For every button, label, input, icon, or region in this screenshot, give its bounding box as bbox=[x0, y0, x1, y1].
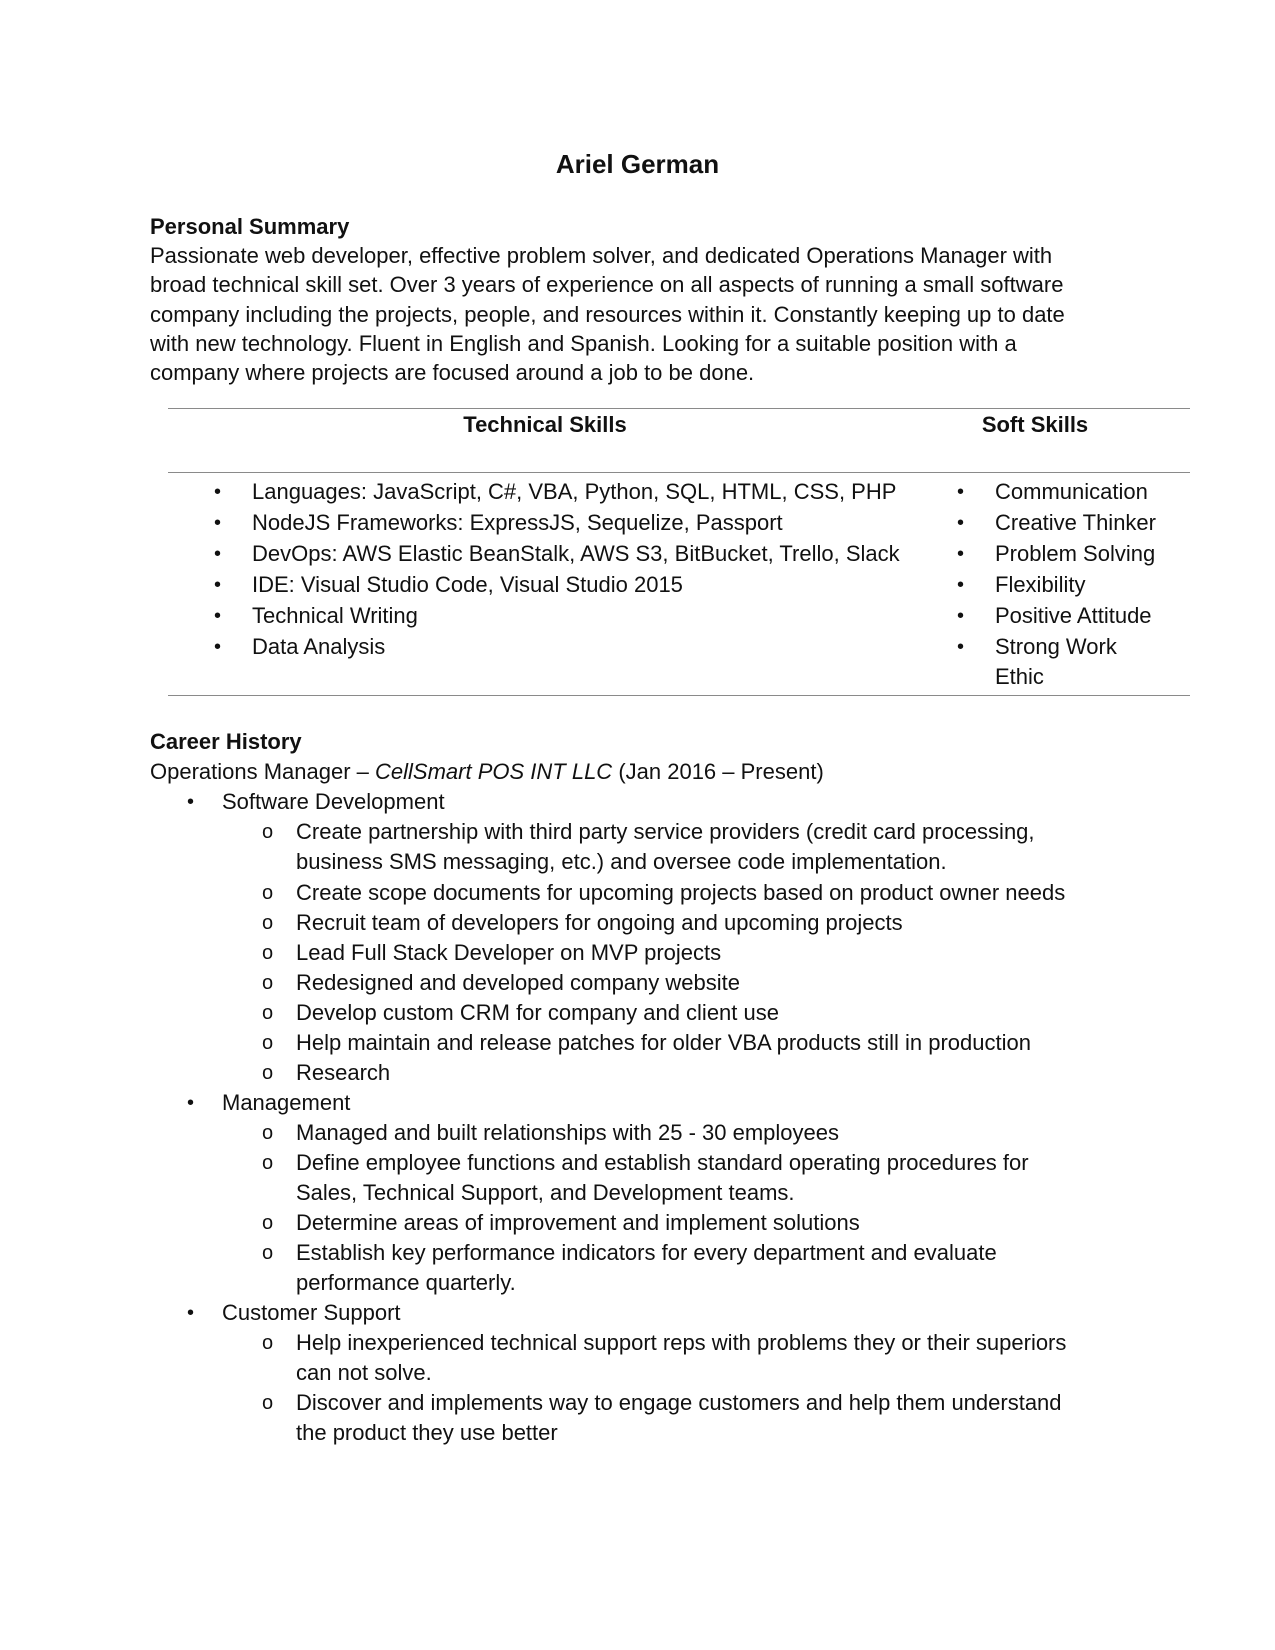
skills-table-bottom-rule bbox=[168, 695, 1190, 696]
bullet-icon: • bbox=[187, 1302, 195, 1324]
technical-skill-item: Data Analysis bbox=[252, 634, 386, 659]
soft-skill-item: Communication bbox=[995, 479, 1148, 504]
skills-table-header-rule bbox=[168, 472, 1190, 473]
career-group-title: Management bbox=[222, 1090, 351, 1115]
bullet-icon: • bbox=[187, 791, 195, 813]
career-detail-line: performance quarterly. bbox=[296, 1270, 516, 1295]
career-detail-line: Create scope documents for upcoming projects based on product owner needs bbox=[296, 880, 1066, 905]
bullet-icon: • bbox=[214, 481, 222, 503]
soft-skill-item: Problem Solving bbox=[995, 541, 1156, 566]
career-detail-line: can not solve. bbox=[296, 1360, 432, 1385]
bullet-icon: • bbox=[214, 512, 222, 534]
career-detail-line: Discover and implements way to engage customers and help them understand bbox=[296, 1390, 1062, 1415]
summary-line: Passionate web developer, effective problem solver, and dedicated Operations Manager with bbox=[150, 243, 1053, 268]
sub-bullet-icon: o bbox=[262, 1002, 274, 1024]
sub-bullet-icon: o bbox=[262, 972, 274, 994]
bullet-icon: • bbox=[957, 574, 965, 596]
summary-line: broad technical skill set. Over 3 years of experience on all aspects of running a small software bbox=[150, 272, 1064, 297]
job-company: CellSmart POS INT LLC bbox=[375, 759, 613, 784]
bullet-icon: • bbox=[957, 636, 965, 658]
career-detail-line: Research bbox=[296, 1060, 391, 1085]
sub-bullet-icon: o bbox=[262, 821, 274, 843]
career-detail-line: Recruit team of developers for ongoing and upcoming projects bbox=[296, 910, 903, 935]
soft-skill-item: Strong Work bbox=[995, 634, 1117, 659]
career-detail-line: the product they use better bbox=[296, 1420, 558, 1445]
technical-skill-item: Languages: JavaScript, C#, VBA, Python, SQL, HTML, CSS, PHP bbox=[252, 479, 897, 504]
sub-bullet-icon: o bbox=[262, 1332, 274, 1354]
sub-bullet-icon: o bbox=[262, 912, 274, 934]
bullet-icon: • bbox=[187, 1092, 195, 1114]
career-detail-line: Help inexperienced technical support reps with problems they or their superiors bbox=[296, 1330, 1067, 1355]
soft-skill-item: Flexibility bbox=[995, 572, 1086, 597]
bullet-icon: • bbox=[214, 636, 222, 658]
career-detail-line: Determine areas of improvement and implement solutions bbox=[296, 1210, 860, 1235]
soft-skill-item: Positive Attitude bbox=[995, 603, 1152, 628]
technical-skill-item: Technical Writing bbox=[252, 603, 418, 628]
technical-skill-item: NodeJS Frameworks: ExpressJS, Sequelize, Passport bbox=[252, 510, 783, 535]
bullet-icon: • bbox=[957, 481, 965, 503]
bullet-icon: • bbox=[957, 543, 965, 565]
bullet-icon: • bbox=[214, 605, 222, 627]
technical-skill-item: IDE: Visual Studio Code, Visual Studio 2015 bbox=[252, 572, 683, 597]
career-detail-line: Create partnership with third party service providers (credit card processing, bbox=[296, 819, 1035, 844]
job-title-line bbox=[150, 757, 824, 787]
career-detail-line: Managed and built relationships with 25 - 30 employees bbox=[296, 1120, 839, 1145]
career-group-title: Customer Support bbox=[222, 1300, 401, 1325]
summary-line: with new technology. Fluent in English and Spanish. Looking for a suitable position with a bbox=[150, 331, 1017, 356]
summary-heading: Personal Summary bbox=[150, 214, 350, 239]
career-detail-line: business SMS messaging, etc.) and oversee code implementation. bbox=[296, 849, 947, 874]
sub-bullet-icon: o bbox=[262, 1062, 274, 1084]
skills-table-top-rule bbox=[168, 408, 1190, 409]
summary-line: company including the projects, people, and resources within it. Constantly keeping up to date bbox=[150, 302, 1065, 327]
soft-skill-item: Creative Thinker bbox=[995, 510, 1156, 535]
bullet-icon: • bbox=[214, 574, 222, 596]
bullet-icon: • bbox=[957, 605, 965, 627]
career-detail-line: Help maintain and release patches for older VBA products still in production bbox=[296, 1030, 1031, 1055]
resume-name: Ariel German bbox=[555, 149, 720, 179]
sub-bullet-icon: o bbox=[262, 1392, 274, 1414]
career-group-title: Software Development bbox=[222, 789, 445, 814]
sub-bullet-icon: o bbox=[262, 1032, 274, 1054]
sub-bullet-icon: o bbox=[262, 1122, 274, 1144]
bullet-icon: • bbox=[957, 512, 965, 534]
bullet-icon: • bbox=[214, 543, 222, 565]
soft-skills-heading: Soft Skills bbox=[981, 412, 1089, 437]
soft-skill-item: Ethic bbox=[995, 664, 1044, 689]
sub-bullet-icon: o bbox=[262, 1242, 274, 1264]
job-role: Operations Manager – bbox=[150, 759, 376, 784]
sub-bullet-icon: o bbox=[262, 942, 274, 964]
technical-skill-item: DevOps: AWS Elastic BeanStalk, AWS S3, BitBucket, Trello, Slack bbox=[252, 541, 900, 566]
job-dates: (Jan 2016 – Present) bbox=[612, 759, 824, 784]
career-detail-line: Redesigned and developed company website bbox=[296, 970, 740, 995]
career-detail-line: Lead Full Stack Developer on MVP projects bbox=[296, 940, 722, 965]
career-detail-line: Sales, Technical Support, and Development teams. bbox=[296, 1180, 795, 1205]
sub-bullet-icon: o bbox=[262, 882, 274, 904]
career-heading: Career History bbox=[150, 729, 302, 754]
sub-bullet-icon: o bbox=[262, 1212, 274, 1234]
summary-line: company where projects are focused around a job to be done. bbox=[150, 360, 755, 385]
career-detail-line: Define employee functions and establish standard operating procedures for bbox=[296, 1150, 1029, 1175]
career-detail-line: Develop custom CRM for company and client use bbox=[296, 1000, 779, 1025]
sub-bullet-icon: o bbox=[262, 1152, 274, 1174]
career-detail-line: Establish key performance indicators for every department and evaluate bbox=[296, 1240, 997, 1265]
technical-skills-heading: Technical Skills bbox=[463, 412, 627, 437]
